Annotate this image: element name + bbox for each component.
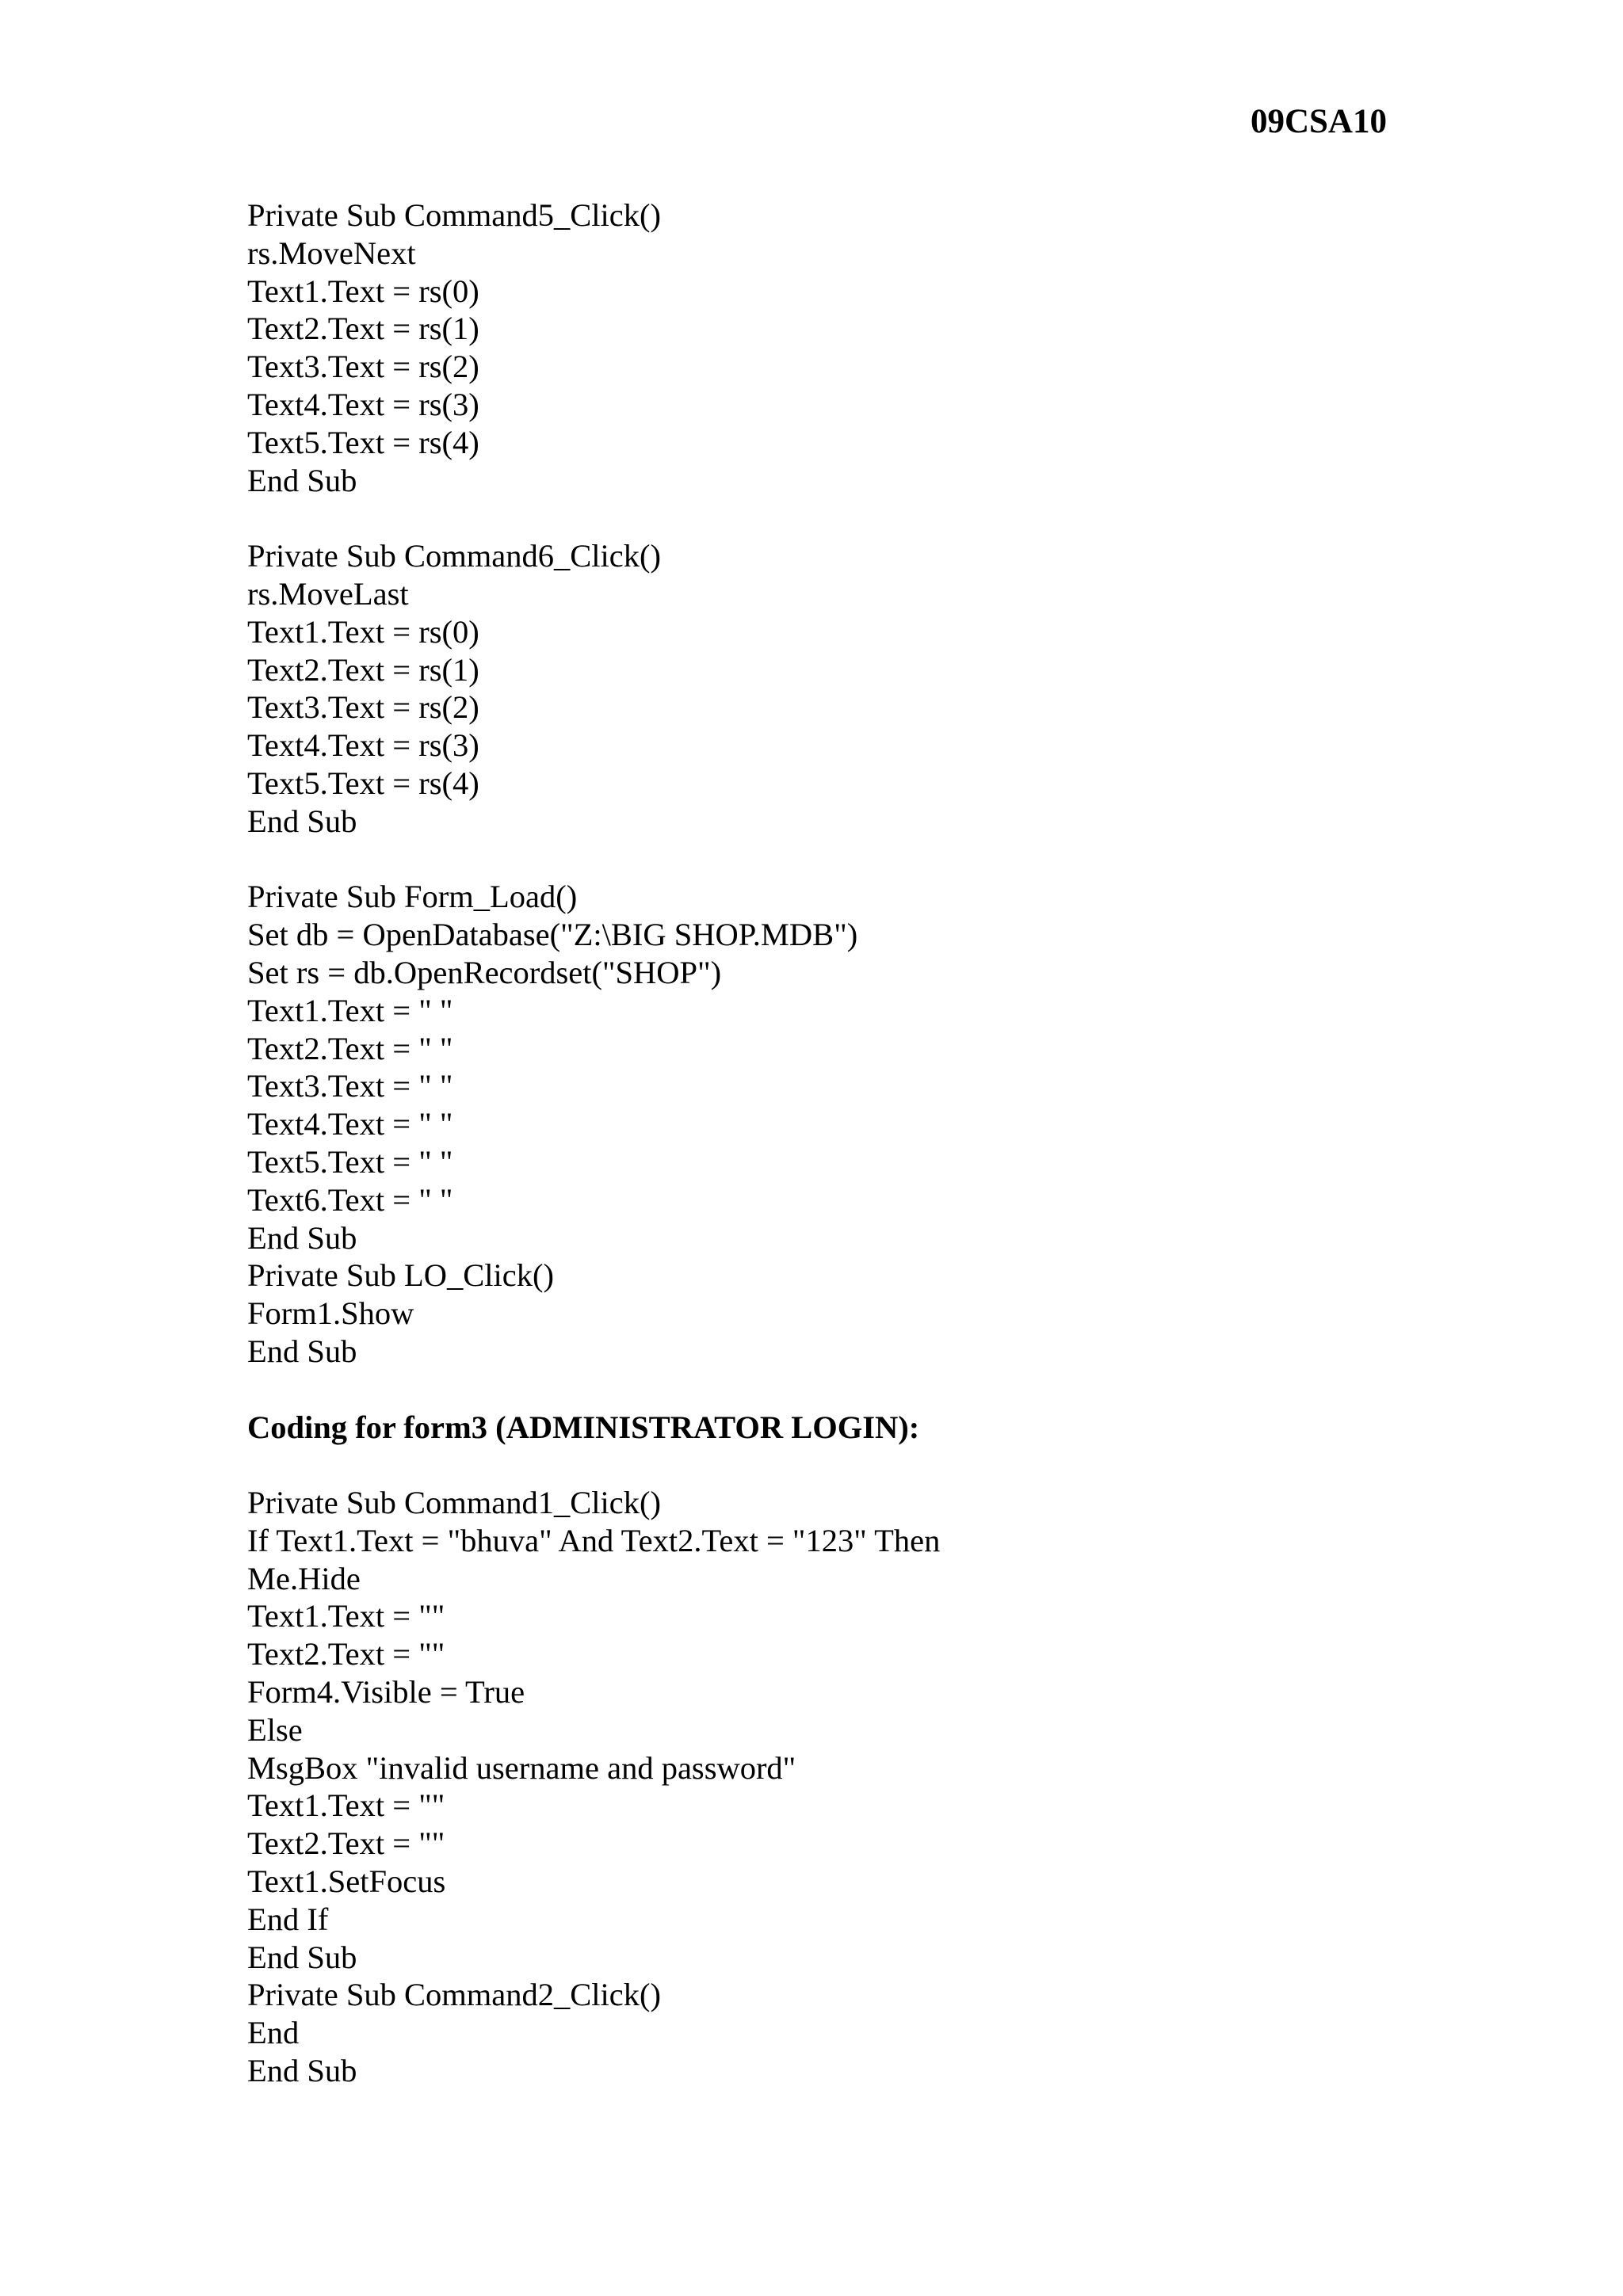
code-line: Text1.Text = rs(0) xyxy=(247,273,479,309)
section-heading-form3: Coding for form3 (ADMINISTRATOR LOGIN): xyxy=(247,1409,920,1445)
code-line: Form4.Visible = True xyxy=(247,1674,525,1711)
code-block-form-load xyxy=(247,878,1436,1370)
code-line: Text3.Text = rs(2) xyxy=(247,349,479,385)
code-line: Me.Hide xyxy=(247,1560,361,1596)
code-line: End If xyxy=(247,1901,329,1937)
code-block-command6-click xyxy=(247,537,1436,840)
code-line: Form1.Show xyxy=(247,1295,414,1332)
code-line: Text1.SetFocus xyxy=(247,1863,446,1900)
code-line: Text2.Text = " " xyxy=(247,1030,453,1066)
code-line: Text1.Text = "" xyxy=(247,1787,445,1824)
code-line: Text6.Text = " " xyxy=(247,1181,453,1218)
code-line: End Sub xyxy=(247,1219,357,1256)
code-line: End Sub xyxy=(247,803,357,839)
code-line: Private Sub Command5_Click() xyxy=(247,197,661,233)
code-line: Text2.Text = "" xyxy=(247,1825,445,1862)
code-line: Set db = OpenDatabase("Z:\BIG SHOP.MDB") xyxy=(247,917,858,953)
code-line: End Sub xyxy=(247,462,357,498)
code-line: Else xyxy=(247,1711,303,1748)
code-line: Private Sub Command1_Click() xyxy=(247,1485,661,1521)
code-line: Text4.Text = " " xyxy=(247,1106,453,1142)
code-block-command5-click xyxy=(247,196,1436,499)
code-line: End Sub xyxy=(247,1333,357,1369)
code-line: Text2.Text = rs(1) xyxy=(247,651,479,688)
code-line: MsgBox "invalid username and password" xyxy=(247,1749,796,1786)
code-line: Text5.Text = rs(4) xyxy=(247,765,479,801)
page-header-code: 09CSA10 xyxy=(1250,103,1387,140)
blank-line xyxy=(247,841,1436,879)
code-line: Text3.Text = rs(2) xyxy=(247,689,479,726)
code-line: Text4.Text = rs(3) xyxy=(247,386,479,422)
code-line: Private Sub Command6_Click() xyxy=(247,538,661,574)
blank-line xyxy=(247,499,1436,537)
code-line: Text5.Text = rs(4) xyxy=(247,424,479,460)
document-body xyxy=(247,196,1436,2090)
code-line: Text1.Text = rs(0) xyxy=(247,613,479,650)
code-line: Text1.Text = " " xyxy=(247,992,453,1028)
code-block-form3 xyxy=(247,1484,1436,2090)
code-line: Private Sub LO_Click() xyxy=(247,1257,554,1294)
code-line: Text4.Text = rs(3) xyxy=(247,727,479,764)
code-line: Text2.Text = "" xyxy=(247,1636,445,1672)
code-line: End xyxy=(247,2015,300,2051)
code-line: Text1.Text = "" xyxy=(247,1598,445,1634)
code-line: Private Sub Command2_Click() xyxy=(247,1977,661,2013)
code-line: Text5.Text = " " xyxy=(247,1143,453,1180)
code-line: rs.MoveNext xyxy=(247,235,416,271)
code-line: Private Sub Form_Load() xyxy=(247,879,578,915)
code-line: Set rs = db.OpenRecordset("SHOP") xyxy=(247,954,722,990)
blank-line xyxy=(247,1371,1436,1409)
code-line: End Sub xyxy=(247,1939,357,1975)
code-line: End Sub xyxy=(247,2053,357,2089)
code-line: If Text1.Text = "bhuva" And Text2.Text = "123" Then xyxy=(247,1522,941,1558)
code-line: Text3.Text = " " xyxy=(247,1068,453,1104)
code-line: rs.MoveLast xyxy=(247,575,409,612)
code-line: Text2.Text = rs(1) xyxy=(247,311,479,347)
blank-line xyxy=(247,1446,1436,1484)
